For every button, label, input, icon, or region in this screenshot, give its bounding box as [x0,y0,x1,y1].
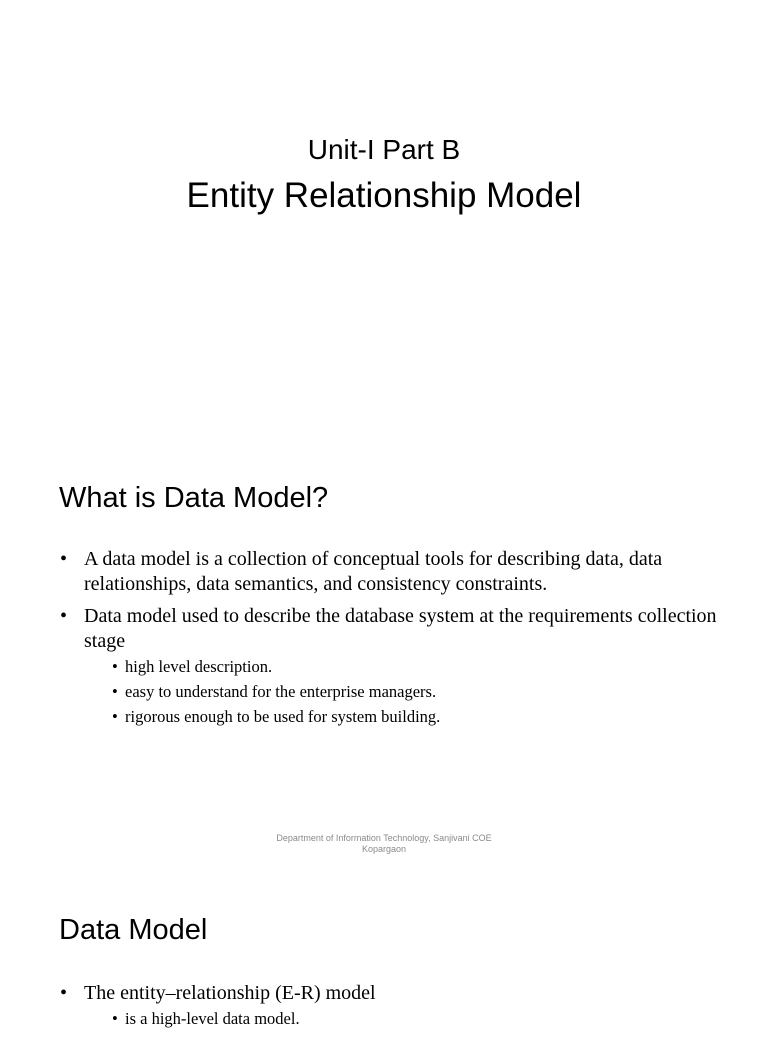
bullet-list [60,547,740,736]
bullet-item [60,547,740,597]
slide-heading: Data Model [59,914,208,946]
slide-heading: What is Data Model? [59,482,329,514]
sub-bullet-text: easy to understand for the enterprise managers. [125,682,437,701]
bullet-item [60,604,740,729]
slide-footer [0,833,768,855]
sub-bullet-item [112,654,740,679]
footer-line: Department of Information Technology, Sanjivani COE [276,833,492,843]
bullet-icon: • [112,707,118,726]
title-slide [0,0,768,440]
bullet-icon: • [60,548,68,570]
sub-bullet-item [112,704,740,729]
bullet-icon: • [112,1009,118,1028]
bullet-text: A data model is a collection of conceptual tools for describing data, data relationships, data semantics, and consistency constraints. [84,548,663,595]
bullet-text: Data model used to describe the database system at the requirements collection stage [84,605,717,652]
sub-bullet-item [112,679,740,704]
slide-subtitle: Unit-I Part B [307,134,461,165]
sub-bullet-text: is a high-level data model. [125,1009,300,1028]
data-model-definition-slide [0,440,768,880]
sub-bullet-item [112,1006,740,1031]
bullet-icon: • [112,657,118,676]
sub-bullet-text: high level description. [125,657,273,676]
sub-bullet-text: rigorous enough to be used for system building. [125,707,441,726]
bullet-icon: • [60,982,68,1004]
sub-bullet-list [84,654,740,729]
bullet-icon: • [60,605,68,627]
bullet-text: The entity–relationship (E-R) model [84,982,376,1004]
sub-bullet-list [84,1006,740,1031]
bullet-list [60,981,740,1038]
bullet-icon: • [112,682,118,701]
footer-line: Kopargaon [361,844,407,854]
data-model-slide [0,880,768,1028]
slide-title: Entity Relationship Model [186,176,582,215]
